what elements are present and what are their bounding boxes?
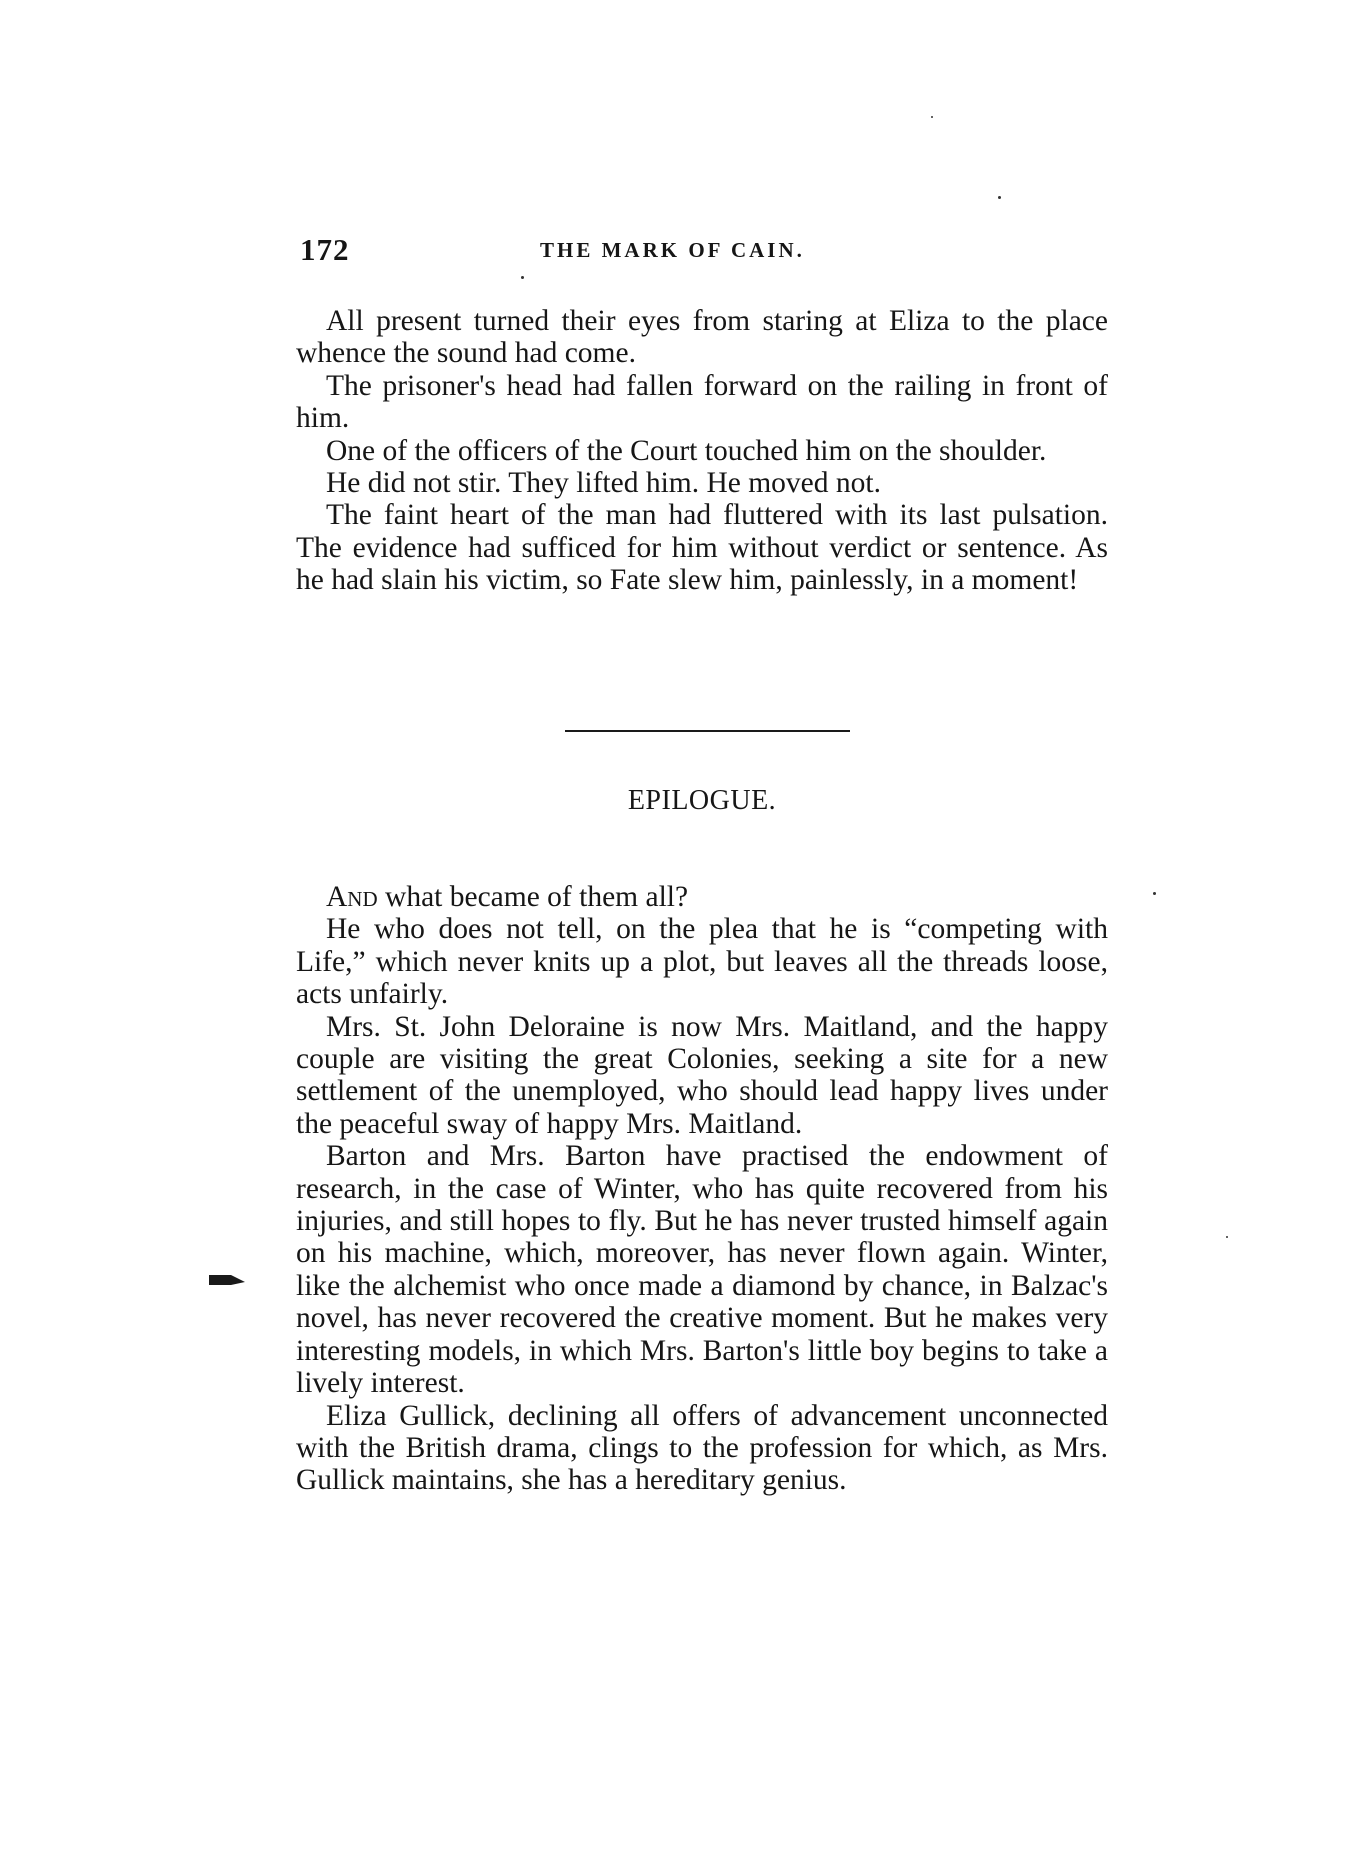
chapter-end-text [296, 305, 1108, 597]
opening-paragraph [296, 881, 1108, 913]
paragraph: Barton and Mrs. Barton have practised the endowment of research, in the case of Winter, who has quite recovered from his injuries, and still hopes to fly. But he has never trusted himself again on his machine, which, moreover, has never flown again. Winter, like the alchemist who once made a diamond by chance, in Balzac's novel, has never recovered the creative moment. But he makes very interesting models, in which Mrs. Barton's little boy begins to take a lively interest. [296, 1140, 1108, 1400]
epilogue-heading: EPILOGUE. [627, 785, 777, 816]
paragraph: He did not stir. They lifted him. He moved not. [326, 467, 881, 500]
paragraph: He who does not tell, on the plea that he is “competing with Life,” which never knits up a plot, but leaves all the threads loose, acts unfairly. [296, 913, 1108, 1011]
scan-speck [931, 116, 933, 118]
epilogue-text [296, 881, 1108, 1497]
scan-speck [998, 196, 1001, 199]
running-title: THE MARK OF CAIN. [540, 238, 805, 262]
paragraph: One of the officers of the Court touched him on the shoulder. [326, 434, 1047, 467]
opening-word: And [326, 881, 378, 913]
paragraph: The faint heart of the man had fluttered with its last pulsation. The evidence had sufficed for him without verdict or sentence. As he had slain his victim, so Fate slew him, painlessly, in a moment! [296, 499, 1108, 597]
section-divider [565, 730, 850, 732]
running-head [300, 232, 1100, 272]
paragraph: Eliza Gullick, declining all offers of advancement unconnected with the British drama, clings to the profession for which, as Mrs. Gullick maintains, she has a hereditary genius. [296, 1399, 1108, 1497]
margin-pointer-icon [209, 1273, 245, 1287]
paragraph: The prisoner's head had fallen forward on the railing in front of him. [296, 369, 1108, 435]
opening-rest: what became of them all? [377, 881, 689, 913]
scan-speck [521, 276, 524, 279]
scan-speck [1226, 1236, 1228, 1238]
scan-speck [1153, 892, 1156, 895]
paragraph: Mrs. St. John Deloraine is now Mrs. Maitland, and the happy couple are visiting the great Colonies, seeking a site for a new settlement of the unemployed, who should lead happy lives under the peaceful sway of happy Mrs. Maitland. [296, 1010, 1108, 1140]
page-number: 172 [300, 232, 350, 267]
paragraph: All present turned their eyes from staring at Eliza to the place whence the sound had come. [296, 305, 1108, 370]
